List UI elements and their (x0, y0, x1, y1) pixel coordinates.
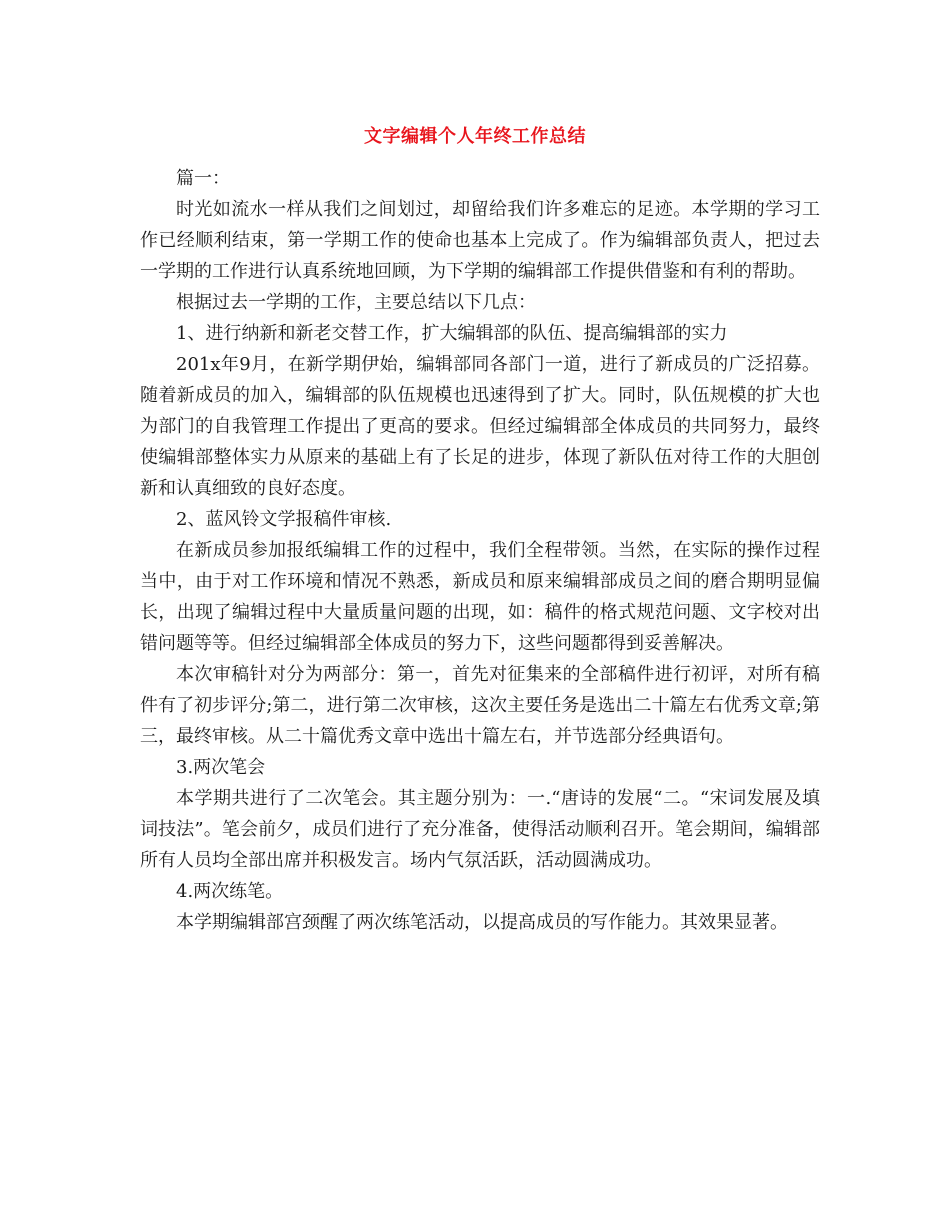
paragraph: 本次审稿针对分为两部分：第一，首先对征集来的全部稿件进行初评，对所有稿件有了初步评分;第二，进行第二次审核，这次主要任务是选出二十篇左右优秀文章;第三，最终审核。从二十篇优秀文章中选出十篇左右，并节选部分经典语句。 (140, 664, 820, 747)
document-title: 文字编辑个人年终工作总结 (364, 126, 586, 147)
paragraph: 1、进行纳新和新老交替工作，扩大编辑部的队伍、提高编辑部的实力 (176, 323, 728, 344)
paragraph: 2、蓝风铃文学报稿件审核. (176, 509, 392, 530)
paragraph: 篇一： (176, 168, 230, 189)
document-body (140, 163, 820, 938)
paragraph: 4.两次练笔。 (176, 881, 284, 902)
paragraph: 在新成员参加报纸编辑工作的过程中，我们全程带领。当然，在实际的操作过程当中，由于对工作环境和情况不熟悉，新成员和原来编辑部成员之间的磨合期明显偏长，出现了编辑过程中大量质量问题的出现，如：稿件的格式规范问题、文字校对出错问题等等。但经过编辑部全体成员的努力下，这些问题都得到妥善解决。 (140, 540, 820, 654)
paragraph: 本学期共进行了二次笔会。其主题分别为：一.“唐诗的发展“二。“宋词发展及填词技法”。笔会前夕，成员们进行了充分准备，使得活动顺利召开。笔会期间，编辑部所有人员均全部出席并积极发言。场内气氛活跃，活动圆满成功。 (140, 788, 820, 871)
paragraph: 根据过去一学期的工作，主要总结以下几点： (176, 292, 536, 313)
paragraph: 本学期编辑部宫颈醒了两次练笔活动，以提高成员的写作能力。其效果显著。 (176, 912, 788, 933)
paragraph: 3.两次笔会 (176, 757, 266, 778)
paragraph: 201x年9月，在新学期伊始，编辑部同各部门一道，进行了新成员的广泛招募。随着新成员的加入，编辑部的队伍规模也迅速得到了扩大。同时，队伍规模的扩大也为部门的自我管理工作提出了更高的要求。但经过编辑部全体成员的共同努力，最终使编辑部整体实力从原来的基础上有了长足的进步，体现了新队伍对待工作的大胆创新和认真细致的良好态度。 (140, 354, 820, 499)
paragraph: 时光如流水一样从我们之间划过，却留给我们许多难忘的足迹。本学期的学习工作已经顺利结束，第一学期工作的使命也基本上完成了。作为编辑部负责人，把过去一学期的工作进行认真系统地回顾，为下学期的编辑部工作提供借鉴和有利的帮助。 (140, 199, 820, 282)
